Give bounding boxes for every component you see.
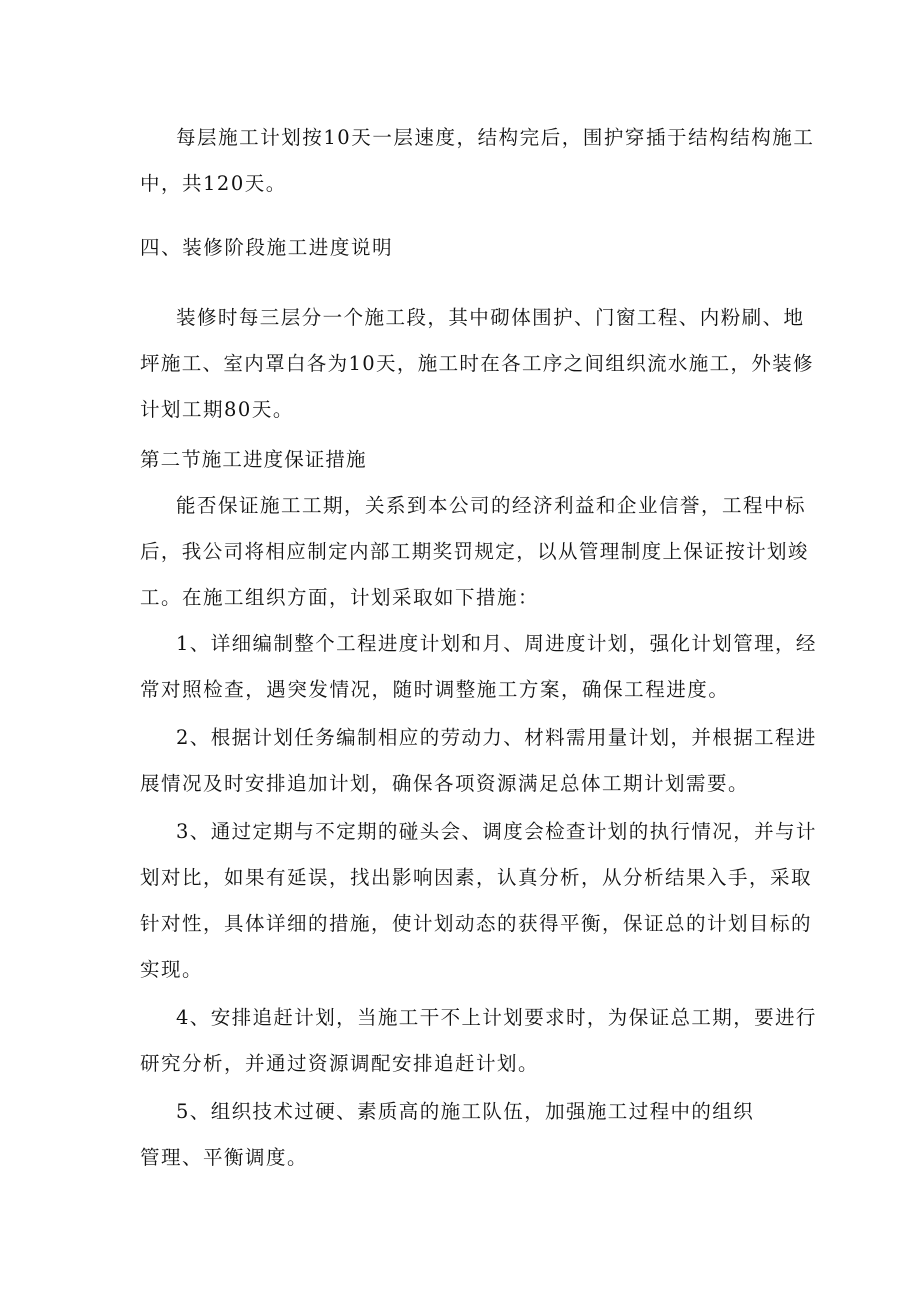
section-heading: 四、装修阶段施工进度说明 (140, 236, 394, 259)
paragraph-line: 能否保证施工工期，关系到本公司的经济利益和企业信誉，工程中标 (176, 494, 807, 517)
section-heading: 第二节施工进度保证措施 (140, 448, 367, 471)
paragraph-line: 坪施工、室内罩白各为10天，施工时在各工序之间组织流水施工，外装修 (140, 352, 814, 375)
list-item-line: 常对照检查，遇突发情况，随时调整施工方案，确保工程进度。 (140, 678, 730, 701)
paragraph-line: 后，我公司将相应制定内部工期奖罚规定，以从管理制度上保证按计划竣 (140, 540, 809, 563)
paragraph-line: 中，共120天。 (140, 172, 287, 195)
list-item-line: 5、组织技术过硬、素质高的施工队伍，加强施工过程中的组织 (176, 1100, 755, 1123)
list-item-line: 3、通过定期与不定期的碰头会、调度会检查计划的执行情况，并与计 (176, 820, 817, 843)
list-item-line: 1、详细编制整个工程进度计划和月、周进度计划，强化计划管理，经 (176, 632, 817, 655)
list-item-line: 研究分析，并通过资源调配安排追赶计划。 (140, 1052, 540, 1075)
list-item-line: 管理、平衡调度。 (140, 1146, 309, 1169)
paragraph-line: 工。在施工组织方面，计划采取如下措施： (140, 586, 540, 609)
list-item-line: 2、根据计划任务编制相应的劳动力、材料需用量计划，并根据工程进 (176, 726, 817, 749)
list-item-line: 针对性，具体详细的措施，使计划动态的获得平衡，保证总的计划目标的 (140, 912, 813, 935)
list-item-line: 4、安排追赶计划，当施工干不上计划要求时，为保证总工期，要进行 (176, 1006, 817, 1029)
paragraph-line: 计划工期80天。 (140, 398, 294, 421)
list-item-line: 实现。 (140, 958, 204, 981)
paragraph-line: 装修时每三层分一个施工段，其中砌体围护、门窗工程、内粉刷、地 (176, 306, 805, 329)
list-item-line: 划对比，如果有延误，找出影响因素，认真分析，从分析结果入手，采取 (140, 866, 813, 889)
list-item-line: 展情况及时安排追加计划，确保各项资源满足总体工期计划需要。 (140, 772, 750, 795)
paragraph-line: 每层施工计划按10天一层速度，结构完后，围护穿插于结构结构施工 (176, 126, 815, 149)
